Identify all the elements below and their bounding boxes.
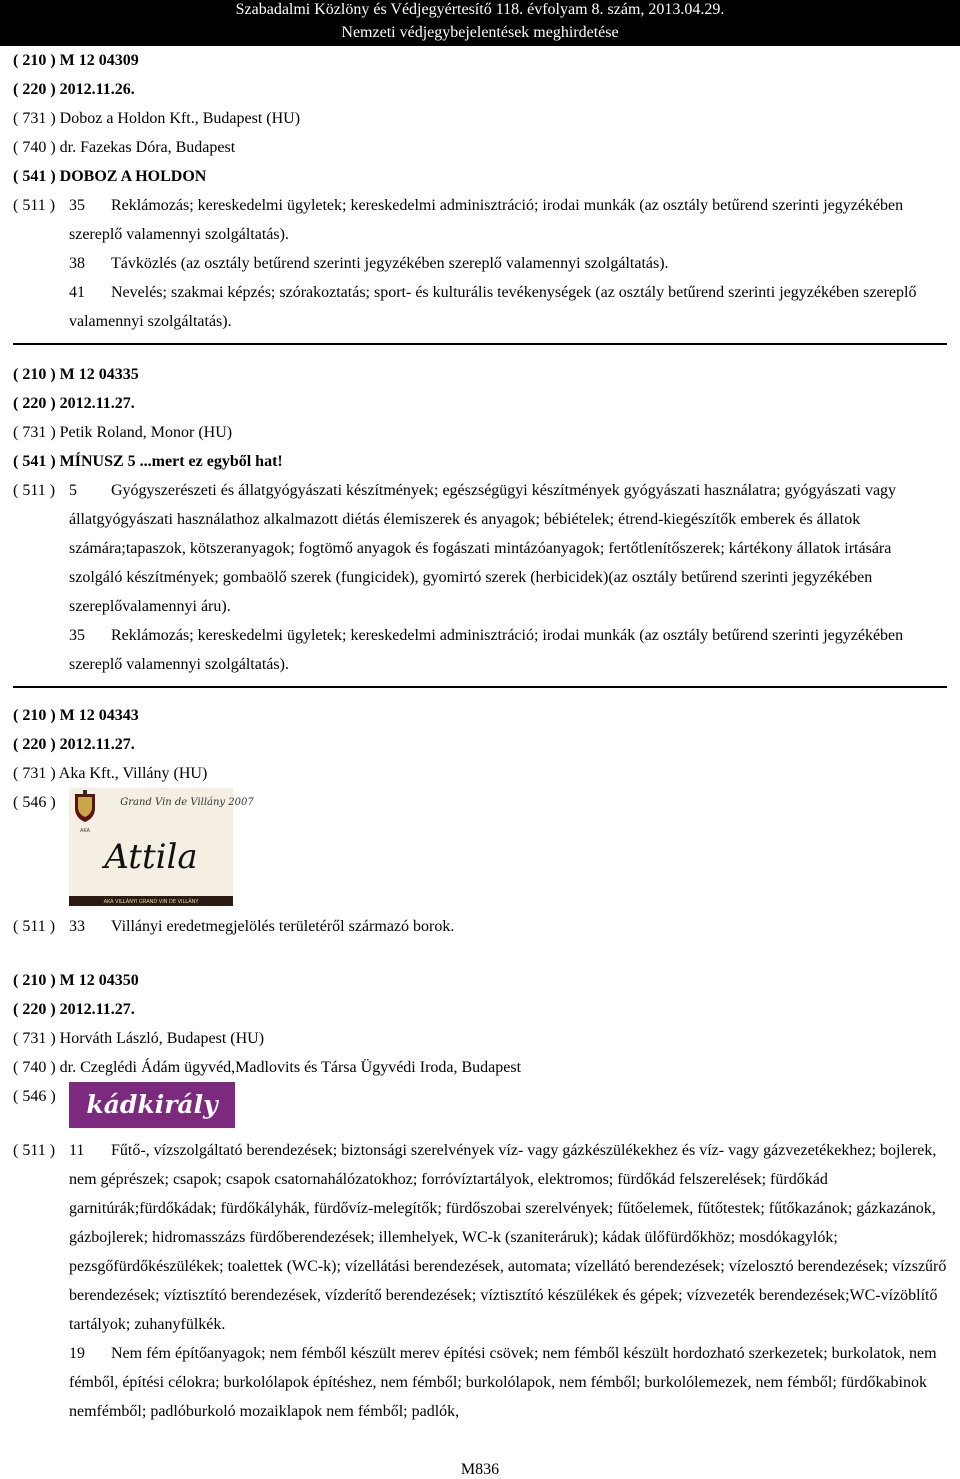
kadkiraly-logo-image <box>69 1082 235 1128</box>
field-210: ( 210 ) M 12 04309 <box>13 52 139 69</box>
logo-script-top: Grand Vin de Villány 2007 <box>120 797 254 808</box>
field-541: ( 541 ) MÍNUSZ 5 ...mert ez egyből hat! <box>13 453 283 470</box>
record-4 <box>13 966 947 1426</box>
logo-bottom-band: AKA VILLÁNYI GRAND VIN DE VILLÁNY <box>103 899 199 905</box>
logo-signature: Attila <box>104 837 198 877</box>
field-210: ( 210 ) M 12 04335 <box>13 366 139 383</box>
field-541: ( 541 ) DOBOZ A HOLDON <box>13 168 207 185</box>
field-220: ( 220 ) 2012.11.26. <box>13 81 135 98</box>
logo-small-caption: AKA <box>79 828 91 834</box>
logo-wordmark: kádkirály <box>86 1090 218 1119</box>
class-item: 35 Reklámozás; kereskedelmi ügyletek; kereskedelmi adminisztráció; irodai munkák (az osztály betűrend szerinti jegyzékében szereplő valamennyi szolgáltatás). <box>69 627 904 673</box>
record-separator <box>13 686 947 688</box>
section-title: Nemzeti védjegybejelentések meghirdetése <box>341 24 619 41</box>
field-546: ( 546 ) AKA Grand Vin de Villány 2007 Attila AKA VILLÁNYI GRAND VIN DE VILLÁNY <box>13 788 947 912</box>
trademark-logo-aka <box>69 788 254 916</box>
field-210: ( 210 ) M 12 04343 <box>13 707 139 724</box>
class-item: ( 511 ) 33 Villányi eredetmegjelölés területéről származó borok. <box>13 918 455 935</box>
class-item: ( 511 ) 35 Reklámozás; kereskedelmi ügyletek; kereskedelmi adminisztráció; irodai munkák (az osztály betűrend szerinti jegyzékében szereplő valamennyi szolgáltatás). <box>13 197 904 243</box>
field-210: ( 210 ) M 12 04350 <box>13 972 139 989</box>
record-separator <box>13 343 947 345</box>
class-item: 19 Nem fém építőanyagok; nem fémből készült merev építési csövek; nem fémből készült hordozható szerkezetek; burkolatok, nem fémből, építési célokra; burkolólapok építéshez, nem fémből; burkolólapok, nem fémből; burkolólemezek, nem fémből; fürdőkabinok nemfémből; padlóburkoló mozaiklapok nem fémből; padlók, <box>69 1345 937 1420</box>
field-731: ( 731 ) Horváth László, Budapest (HU) <box>13 1030 265 1047</box>
class-item: 38 Távközlés (az osztály betűrend szerinti jegyzékében szereplő valamennyi szolgáltatás). <box>69 255 669 272</box>
field-740: ( 740 ) dr. Fazekas Dóra, Budapest <box>13 139 236 156</box>
field-740: ( 740 ) dr. Czeglédi Ádám ügyvéd,Madlovits és Társa Ügyvédi Iroda, Budapest <box>13 1059 522 1076</box>
record-2 <box>13 360 947 679</box>
class-item: ( 511 ) 5 Gyógyszerészeti és állatgyógyászati készítmények; egészségügyi készítmények gyógyászati használatra; gyógyászati vagy állatgyógyászati használathoz alkalmazott diétás élemiszerek és anyagok; bébiételek; étrend-kiegészítők emberek és állatok számára;tapaszok, kötszeranyagok; fogtömő anyagok és fogászati mintázóanyagok; fertőtlenítőszerek; kártékony állatok irtására szolgáló készítmények; gombaölő szerek (fungicidek), gyomirtó szerek (herbicidek)(az osztály betűrend szerinti jegyzékében szereplővalamennyi áru). <box>13 482 897 615</box>
field-546: ( 546 ) kádkirály <box>13 1082 947 1136</box>
class-item: 41 Nevelés; szakmai képzés; szórakoztatás; sport- és kulturális tevékenységek (az osztály betűrend szerinti jegyzékében szereplő valamennyi szolgáltatás). <box>69 284 917 330</box>
field-731: ( 731 ) Aka Kft., Villány (HU) <box>13 765 208 782</box>
field-220: ( 220 ) 2012.11.27. <box>13 736 135 753</box>
wine-label-image <box>69 788 254 906</box>
field-220: ( 220 ) 2012.11.27. <box>13 1001 135 1018</box>
page-header <box>0 0 960 46</box>
class-item: ( 511 ) 11 Fűtő-, vízszolgáltató berendezések; biztonsági szerelvények víz- vagy gázkészülékekhez és víz- vagy gázvezetékekhez; bojlerek, nem géprészek; csapok; csapok csatornahálózatokhoz; forróvíztartályok, elektromos; fürdőkád felszerelések; fürdőkád garnitúrák;fürdőkádak; fürdőkályhák, fürdővíz-melegítők; fürdőszobai szerelvények; fűtőelemek, fűtőtestek; fűtőkazánok; gázkazánok, gázbojlerek; hidromasszázs fürdőberendezések; illemhelyek, WC-k (szaniteráruk); kádak ülőfürdőkhöz; mosdókagylók; pezsgőfürdőkészülékek; toalettek (WC-k); vízellátási berendezések, automata; vízellátó berendezések; vízelosztó berendezések; vízszűrő berendezések; víztisztító berendezések, vízderítő berendezések; víztisztító készülékek és gépek; vízvezeték berendezések;WC-vízöblítő tartályok; zuhanyfülkék. <box>13 1142 947 1333</box>
record-1 <box>13 46 947 336</box>
page-number: M836 <box>460 1461 500 1478</box>
trademark-logo-kadkiraly <box>69 1082 235 1138</box>
record-3 <box>13 701 947 941</box>
field-220: ( 220 ) 2012.11.27. <box>13 395 135 412</box>
field-731: ( 731 ) Doboz a Holdon Kft., Budapest (HU) <box>13 110 301 127</box>
journal-title: Szabadalmi Közlöny és Védjegyértesítő 118. évfolyam 8. szám, 2013.04.29. <box>235 1 725 18</box>
field-731: ( 731 ) Petik Roland, Monor (HU) <box>13 424 233 441</box>
